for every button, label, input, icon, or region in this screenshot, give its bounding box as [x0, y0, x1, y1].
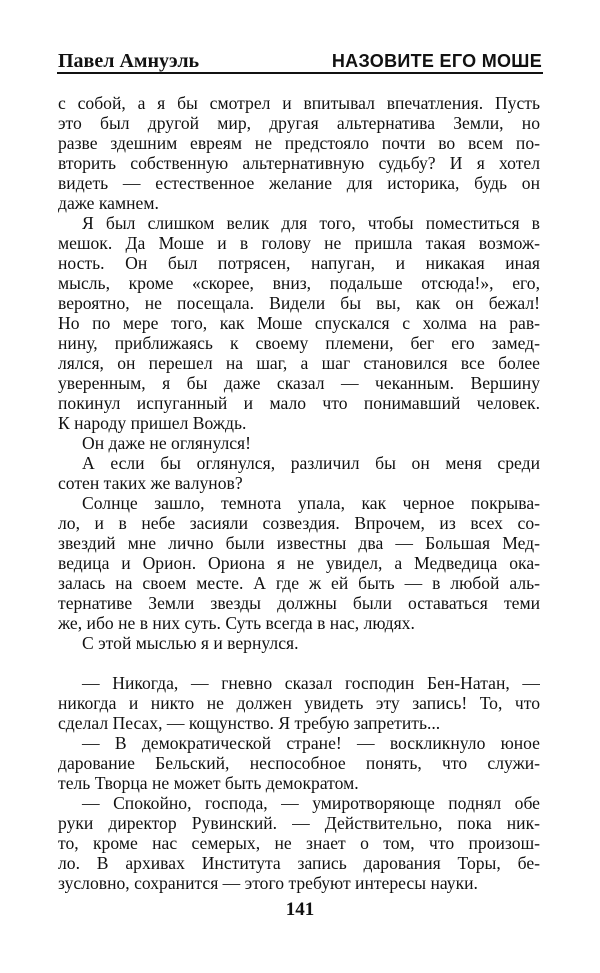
text-line: лялся, он перешел на шаг, а шаг становился все более [58, 353, 540, 373]
text-line: покинул испуганный и мало что понимавший человек. [58, 393, 540, 413]
text-line: тель Творца не может быть демократом. [58, 773, 359, 793]
text-line: вероятно, не посещала. Видели бы вы, как он бежал! [58, 293, 540, 313]
section-break [58, 653, 540, 673]
page-number: 141 [285, 899, 315, 920]
text-line: вторить собственную альтернативную судьбу? И я хотел [58, 153, 540, 173]
text-line: мешок. Да Моше и в голову не пришла такая возмож- [58, 233, 540, 253]
text-line: дарование Бельский, неспособное понять, что служи- [58, 753, 540, 773]
text-line: — Никогда, — гневно сказал господин Бен-Натан, — [82, 673, 540, 693]
body-text [58, 93, 540, 893]
text-line: ло, и в небе засияли созвездия. Впрочем, из всех со- [58, 513, 540, 533]
paragraph [58, 433, 540, 453]
text-line: К народу пришел Вождь. [58, 413, 247, 433]
text-line: сотен таких же валунов? [58, 473, 243, 493]
text-line: залась на своем месте. А где ж ей быть — в любой аль- [58, 573, 540, 593]
text-line: уверенным, я бы даже сказал — чеканным. Вершину [58, 373, 540, 393]
text-line: Я был слишком велик для того, чтобы поместиться в [82, 213, 540, 233]
text-line: звездий мне лично были известны два — Большая Мед- [58, 533, 540, 553]
text-line: разве здешним евреям не предстояло почти во всем по- [58, 133, 540, 153]
text-line: Солнце зашло, темнота упала, как черное покрыва- [82, 493, 540, 513]
header-book-title: НАЗОВИТЕ ЕГО МОШЕ [331, 51, 542, 71]
paragraph [58, 93, 540, 213]
text-line: ведица и Орион. Ориона я не увидел, а Медведица ока- [58, 553, 540, 573]
paragraph [58, 213, 540, 433]
paragraph [58, 733, 540, 793]
text-line: ло. В архивах Института запись дарования Торы, бе- [58, 853, 540, 873]
paragraph [58, 633, 540, 653]
text-line: даже камнем. [58, 193, 159, 213]
paragraph [58, 673, 540, 733]
text-line: с собой, а я бы смотрел и впитывал впечатления. Пусть [58, 93, 540, 113]
text-line: ность. Он был потрясен, напуган, и никакая иная [58, 253, 540, 273]
paragraph [58, 493, 540, 633]
text-line: С этой мыслью я и вернулся. [82, 633, 299, 653]
text-line: руки директор Рувинский. — Действительно, пока ник- [58, 813, 540, 833]
text-line: никогда и никто не должен увидеть эту запись! То, что [58, 693, 540, 713]
text-line: сделал Песах, — кощунство. Я требую запретить... [58, 713, 441, 733]
text-line: нину, приближаясь к своему племени, бег его замед- [58, 333, 540, 353]
text-line: мысль, кроме «скорее, вниз, подальше отсюда!», его, [58, 273, 540, 293]
text-line: тернативе Земли звезды должны были оставаться теми [58, 593, 540, 613]
text-line: зусловно, сохранится — этого требуют интересы науки. [58, 873, 478, 893]
text-line: то, кроме нас семерых, не знает о том, что произош- [58, 833, 540, 853]
text-line: видеть — естественное желание для историка, будь он [58, 173, 540, 193]
text-line: — В демократической стране! — воскликнуло юное [82, 733, 540, 753]
text-line: же, ибо не в них суть. Суть всегда в нас, людях. [58, 613, 415, 633]
paragraph [58, 453, 540, 493]
text-line: А если бы оглянулся, различил бы он меня среди [82, 453, 540, 473]
paragraph [58, 793, 540, 893]
header-author: Павел Амнуэль [58, 50, 200, 72]
text-line: это был другой мир, другая альтернатива Земли, но [58, 113, 540, 133]
text-line: Но по мере того, как Моше спускался с холма на рав- [58, 313, 540, 333]
header-rule [57, 72, 543, 74]
text-line: Он даже не оглянулся! [82, 433, 252, 453]
text-line: — Спокойно, господа, — умиротворяюще поднял обе [82, 793, 540, 813]
